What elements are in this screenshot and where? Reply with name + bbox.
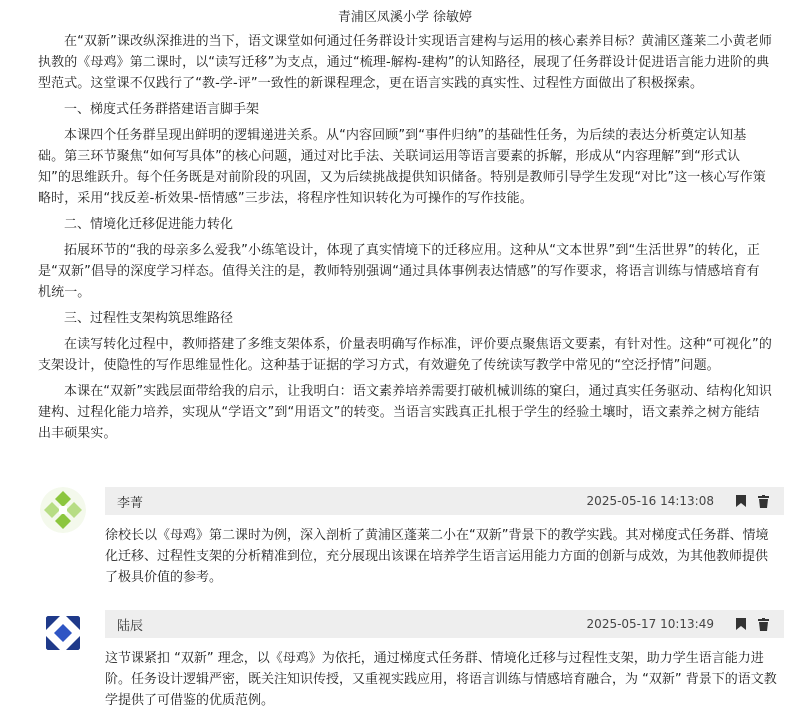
article-intro: 在“双新”课改纵深推进的当下，语文课堂如何通过任务群设计实现语言建构与运用的核心素养目标？黄浦区蓬莱二小黄老师执教的《母鸡》第二课时，以“读写迁移”为支点，通过“梳理-解构-建构”的认知路径，展现了任务群设计促进语言能力进阶的典型范式。这堂课不仅践行了“教-学-评”一致性的新课程理念，更在语言实践的真实性、过程性方面做出了积极探索。 <box>38 34 772 91</box>
comment-date: 2025-05-16 14:13:08 <box>586 494 714 508</box>
avatar[interactable] <box>40 610 86 656</box>
avatar[interactable] <box>40 487 86 533</box>
comment-list <box>0 449 800 711</box>
comment-header <box>105 610 784 638</box>
comment-author: 李菁 <box>117 495 144 511</box>
section-3-text: 在读写转化过程中，教师搭建了多维支架体系，价量表明确写作标准，评价要点聚焦语文要素，有针对性。这种“可视化”的支架设计，使隐性的写作思维显性化。这种基于证据的学习方式，有效避免了传统读写教学中常见的“空泛抒情”问题。 <box>38 337 772 373</box>
section-1-text: 本课四个任务群呈现出鲜明的逻辑递进关系。从“内容回顾”到“事件归纳”的基础性任务，为后续的表达分析奠定认知基础。第三环节聚焦“如何写具体”的核心问题，通过对比手法、关联词运用等语言要素的拆解，形成从“内容理解”到“形式认知”的思维跃升。每个任务既是对前阶段的巩固，又为后续挑战提供知识储备。特别是教师引导学生发现“对比”这一核心写作策略时，采用“找反差-析效果-悟情感”三步法，将程序性知识转化为可操作的写作技能。 <box>38 128 766 206</box>
comment-text: 徐校长以《母鸡》第二课时为例，深入剖析了黄浦区蓬莱二小在“双新”背景下的教学实践。其对梯度式任务群、情境化迁移、过程性支架的分析精准到位，充分展现出该课在培养学生语言运用能力方面的创新与成效，为其他教师提供了极具价值的参考。 <box>105 528 769 585</box>
comment-date: 2025-05-17 10:13:49 <box>586 617 714 631</box>
section-2-title: 二、情境化迁移促进能力转化 <box>64 217 234 232</box>
bookmark-icon[interactable] <box>732 492 750 510</box>
section-3-title: 三、过程性支架构筑思维路径 <box>64 311 234 326</box>
trash-icon[interactable] <box>754 492 772 510</box>
comment-item <box>0 487 800 588</box>
article-author-line: 青浦区凤溪小学 徐敏婷 <box>337 10 473 25</box>
trash-icon[interactable] <box>754 615 772 633</box>
avatar-pattern-icon <box>40 487 86 533</box>
comment-item <box>0 610 800 711</box>
avatar-pattern-icon <box>40 610 86 656</box>
comment-header <box>105 487 784 515</box>
article-conclusion: 本课在“双新”实践层面带给我的启示，让我明白：语文素养培养需要打破机械训练的窠臼，通过真实任务驱动、结构化知识建构、过程化能力培养，实现从“学语文”到“用语文”的转变。当语言实践真正扎根于学生的经验土壤时，语文素养之树方能结出丰硕果实。 <box>38 384 772 441</box>
comment-text: 这节课紧扣 “双新” 理念，以《母鸡》为依托，通过梯度式任务群、情境化迁移与过程性支架，助力学生语言能力进阶。任务设计逻辑严密，既关注知识传授，又重视实践应用，将语言训练与情感培育融合，为 “双新” 背景下的语文教学提供了可借鉴的优质范例。 <box>105 651 777 708</box>
section-2-text: 拓展环节的“我的母亲多么爱我”小练笔设计，体现了真实情境下的迁移应用。这种从“文本世界”到“生活世界”的转化，正是“双新”倡导的深度学习样态。值得关注的是，教师特别强调“通过具体事例表达情感”的写作要求，将语言训练与情感培育有机统一。 <box>38 243 761 300</box>
section-1-title: 一、梯度式任务群搭建语言脚手架 <box>64 102 260 117</box>
comment-author: 陆辰 <box>117 618 144 634</box>
bookmark-icon[interactable] <box>732 615 750 633</box>
